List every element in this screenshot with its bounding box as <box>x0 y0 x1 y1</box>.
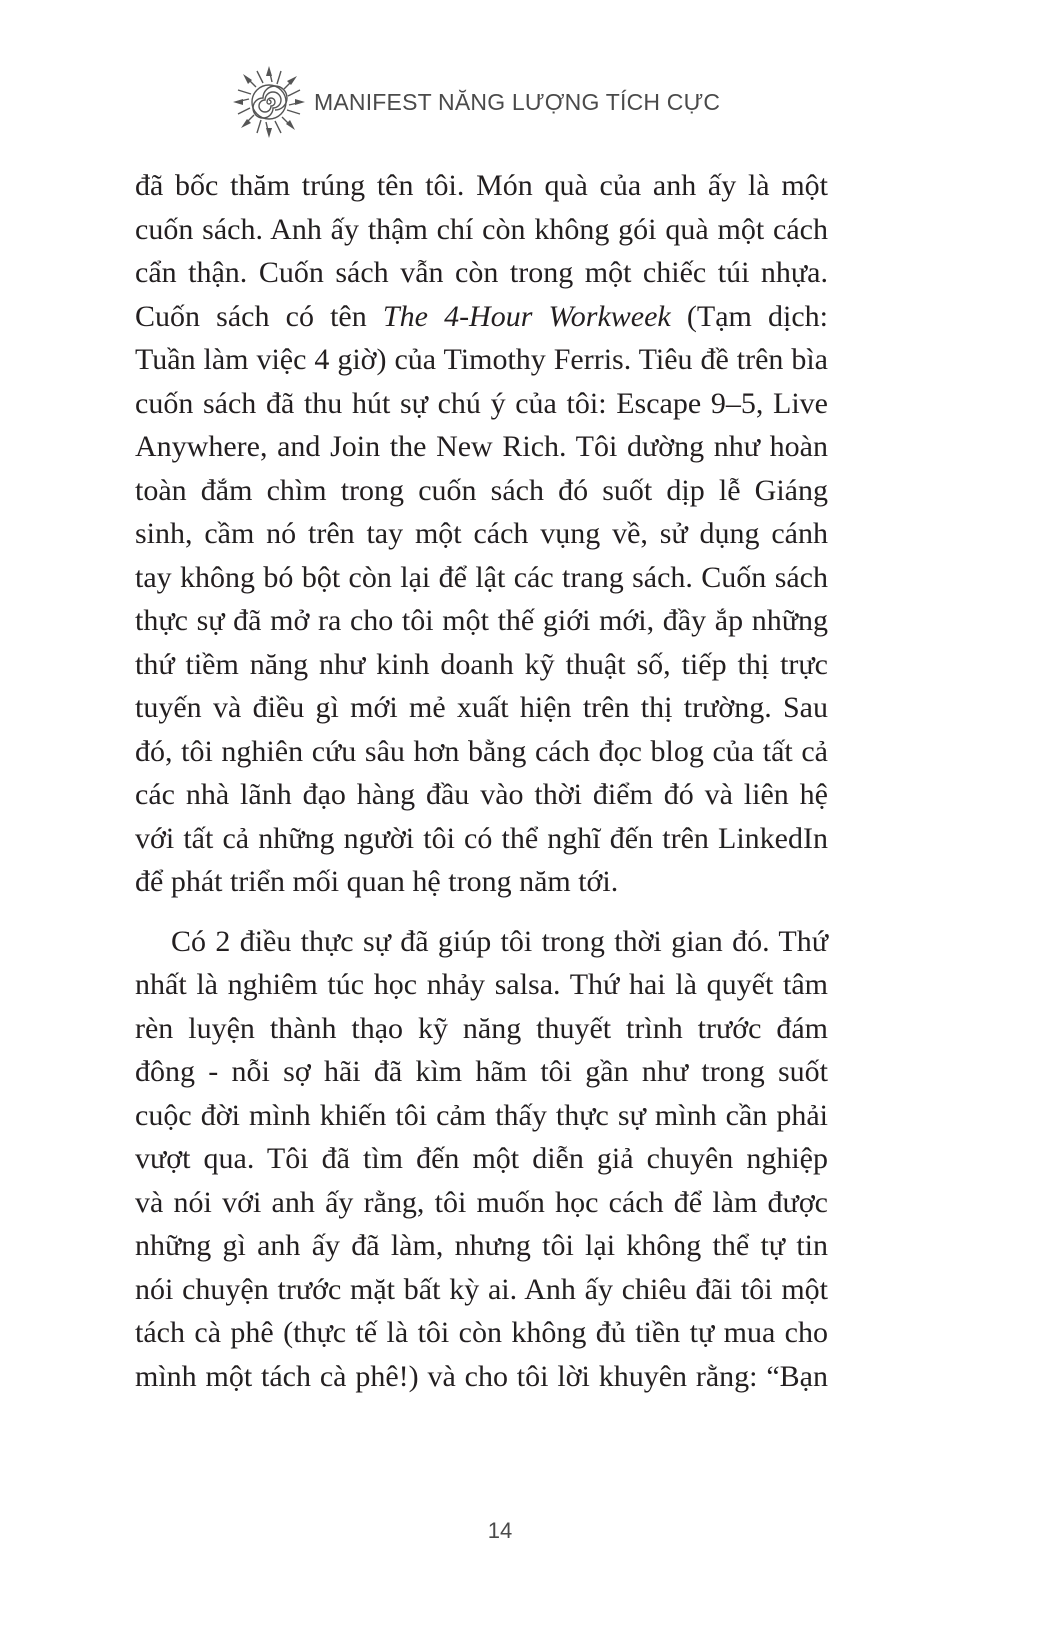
text-line: tuyến và điều gì mới mẻ xuất hiện trên thị trường. Sau <box>135 691 828 724</box>
text-line: cẩn thận. Cuốn sách vẫn còn trong một chiếc túi nhựa. <box>135 256 828 289</box>
text-line: cuộc đời mình khiến tôi cảm thấy thực sự mình cần phải <box>135 1098 828 1132</box>
text-line: những gì anh ấy đã làm, nhưng tôi lại không thể tự tin <box>135 1229 828 1262</box>
text-line: thực sự đã mở ra cho tôi một thế giới mới, đầy ắp những <box>135 604 828 637</box>
text-line: nhất là nghiêm túc học nhảy salsa. Thứ hai là quyết tâm <box>135 968 828 1001</box>
text-line: cuốn sách đã thu hút sự chú ý của tôi: Escape 9–5, Live <box>135 386 828 420</box>
text-segment: (Tạm dịch: <box>670 299 828 333</box>
body-text <box>135 164 828 1398</box>
text-line: để phát triển mối quan hệ trong năm tới. <box>135 865 619 898</box>
text-line: thứ tiềm năng như kinh doanh kỹ thuật số, tiếp thị trực <box>135 647 828 681</box>
text-line: sinh, cầm nó trên tay một cách vụng về, sử dụng cánh <box>135 517 828 550</box>
text-line: toàn đắm chìm trong cuốn sách đó suốt dịp lễ Giáng <box>135 473 828 507</box>
text-line: vượt qua. Tôi đã tìm đến một diễn giả chuyên nghiệp <box>135 1142 828 1175</box>
text-segment: Cuốn sách có tên <box>135 299 383 333</box>
book-title: The 4-Hour Workweek <box>382 299 671 333</box>
running-header-title: MANIFEST NĂNG LƯỢNG TÍCH CỰC <box>314 88 721 115</box>
text-line: Có 2 điều thực sự đã giúp tôi trong thời gian đó. Thứ <box>171 924 828 958</box>
text-line: và nói với anh ấy rằng, tôi muốn học cách để làm được <box>135 1185 828 1219</box>
text-line: đó, tôi nghiên cứu sâu hơn bằng cách đọc blog của tất cả <box>135 734 828 768</box>
paragraph-1 <box>135 164 828 904</box>
text-line: mình một tách cà phê!) và cho tôi lời khuyên rằng: “Bạn <box>135 1359 828 1393</box>
text-line <box>135 295 828 339</box>
text-line: tay không bó bột còn lại để lật các trang sách. Cuốn sách <box>135 560 828 594</box>
text-line: với tất cả những người tôi có thể nghĩ đến trên LinkedIn <box>135 821 828 855</box>
text-line: nói chuyện trước mặt bất kỳ ai. Anh ấy chiêu đãi tôi một <box>135 1272 828 1306</box>
text-line: tách cà phê (thực tế là tôi còn không đủ tiền tự mua cho <box>135 1316 828 1349</box>
text-line: rèn luyện thành thạo kỹ năng thuyết trình trước đám <box>135 1011 828 1045</box>
paragraph-2 <box>135 920 828 1399</box>
text-line: các nhà lãnh đạo hàng đầu vào thời điểm đó và liên hệ <box>135 778 828 811</box>
paragraph-spacer <box>135 904 828 920</box>
text-line: cuốn sách. Anh ấy thậm chí còn không gói quà một cách <box>135 212 828 246</box>
text-line: đã bốc thăm trúng tên tôi. Món quà của anh ấy là một <box>135 169 828 202</box>
page-number: 14 <box>487 1518 513 1543</box>
text-line: Tuần làm việc 4 giờ) của Timothy Ferris. Tiêu đề trên bìa <box>135 343 828 376</box>
text-line: đông - nỗi sợ hãi đã kìm hãm tôi gần như trong suốt <box>135 1055 828 1088</box>
sun-spiral-icon <box>232 65 306 139</box>
text-line: Anywhere, and Join the New Rich. Tôi dường như hoàn <box>135 430 828 463</box>
running-header <box>232 62 720 142</box>
